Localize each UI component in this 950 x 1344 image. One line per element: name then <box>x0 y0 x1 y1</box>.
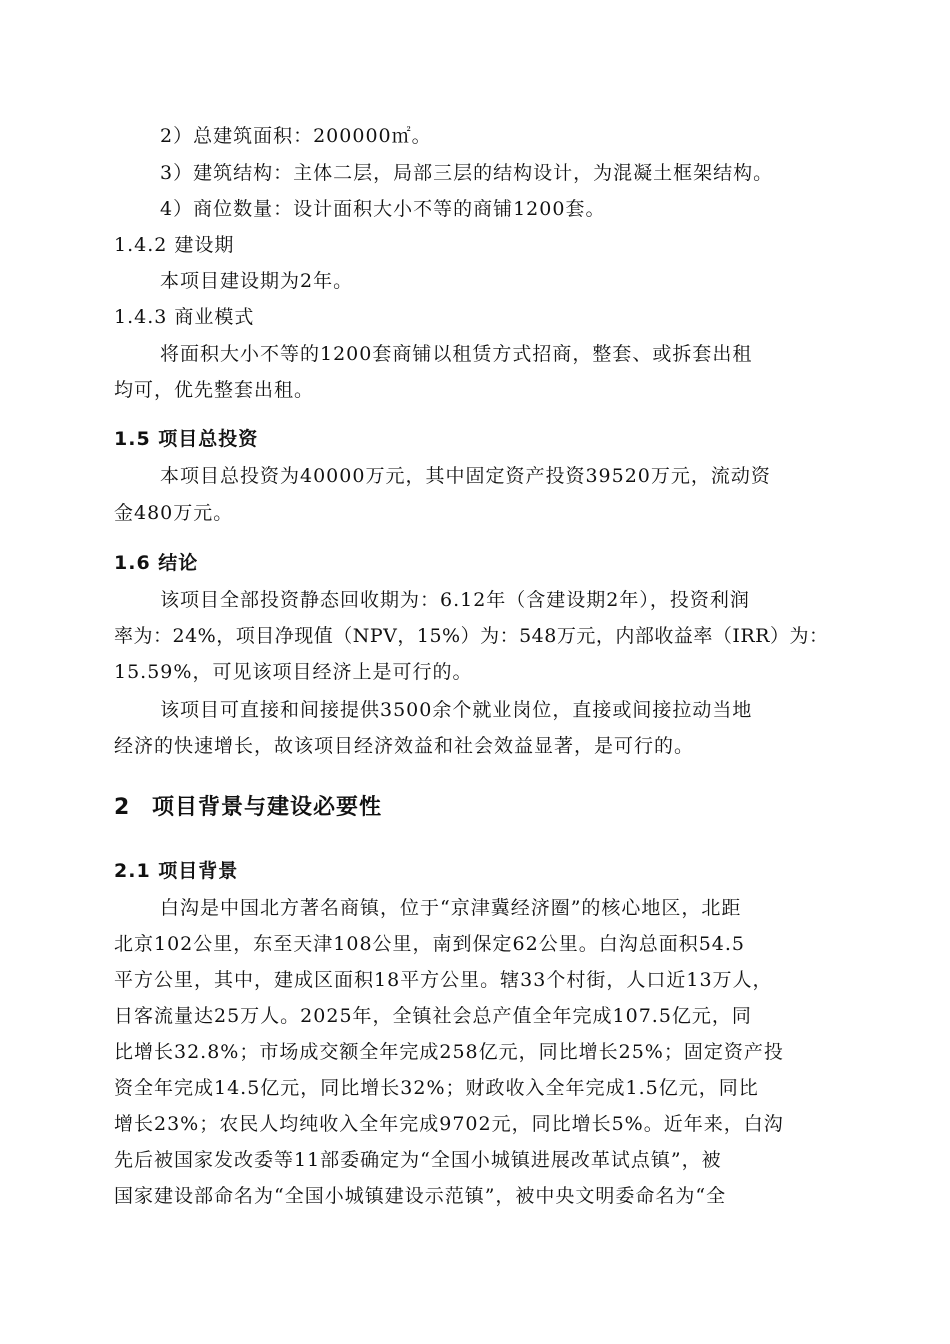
paragraph-conclusion-line-2: 率为：24%，项目净现值（NPV，15%）为：548万元，内部收益率（IRR）为： <box>114 625 829 647</box>
chapter-number: 2 <box>114 795 131 820</box>
section-heading-1-6: 1.6 结论 <box>114 552 199 574</box>
paragraph-background-line-5: 比增长32.8%；市场成交额全年完成258亿元，同比增长25%；固定资产投 <box>114 1041 784 1063</box>
paragraph-background-line-7: 增长23%；农民人均纯收入全年完成9702元，同比增长5%。近年来，白沟 <box>114 1113 784 1135</box>
item-shop-count: 4）商位数量：设计面积大小不等的商铺1200套。 <box>160 198 606 220</box>
section-heading-2-1: 2.1 项目背景 <box>114 860 239 882</box>
paragraph-employment-line-1: 该项目可直接和间接提供3500余个就业岗位，直接或间接拉动当地 <box>160 699 753 721</box>
paragraph-background-line-2: 北京102公里，东至天津108公里，南到保定62公里。白沟总面积54.5 <box>114 933 746 955</box>
item-building-structure: 3）建筑结构：主体二层，局部三层的结构设计，为混凝土框架结构。 <box>160 162 774 184</box>
paragraph-business-model-line-2: 均可，优先整套出租。 <box>114 379 315 401</box>
paragraph-background-line-6: 资全年完成14.5亿元，同比增长32%；财政收入全年完成1.5亿元，同比 <box>114 1077 759 1099</box>
chapter-heading-2 <box>114 795 382 821</box>
item-total-floor-area: 2）总建筑面积：200000㎡。 <box>160 125 432 147</box>
paragraph-construction-period: 本项目建设期为2年。 <box>160 270 354 292</box>
paragraph-investment-line-2: 金480万元。 <box>114 502 234 524</box>
paragraph-background-line-8: 先后被国家发改委等11部委确定为“全国小城镇进展改革试点镇”，被 <box>114 1149 722 1171</box>
paragraph-employment-line-2: 经济的快速增长，故该项目经济效益和社会效益显著，是可行的。 <box>114 735 695 757</box>
paragraph-background-line-1: 白沟是中国北方著名商镇，位于“京津冀经济圈”的核心地区，北距 <box>160 897 742 919</box>
section-heading-1-4-2: 1.4.2 建设期 <box>114 234 235 256</box>
paragraph-background-line-3: 平方公里，其中，建成区面积18平方公里。辖33个村街，人口近13万人， <box>114 969 773 991</box>
paragraph-investment-line-1: 本项目总投资为40000万元，其中固定资产投资39520万元，流动资 <box>160 465 771 487</box>
paragraph-background-line-9: 国家建设部命名为“全国小城镇建设示范镇”，被中央文明委命名为“全 <box>114 1185 727 1207</box>
paragraph-conclusion-line-3: 15.59%，可见该项目经济上是可行的。 <box>114 661 473 683</box>
paragraph-business-model-line-1: 将面积大小不等的1200套商铺以租赁方式招商，整套、或拆套出租 <box>160 343 753 365</box>
chapter-title: 项目背景与建设必要性 <box>152 795 383 820</box>
paragraph-conclusion-line-1: 该项目全部投资静态回收期为：6.12年（含建设期2年），投资利润 <box>160 589 750 611</box>
paragraph-background-line-4: 日客流量达25万人。2025年，全镇社会总产值全年完成107.5亿元，同 <box>114 1005 752 1027</box>
section-heading-1-4-3: 1.4.3 商业模式 <box>114 306 255 328</box>
section-heading-1-5: 1.5 项目总投资 <box>114 428 259 450</box>
